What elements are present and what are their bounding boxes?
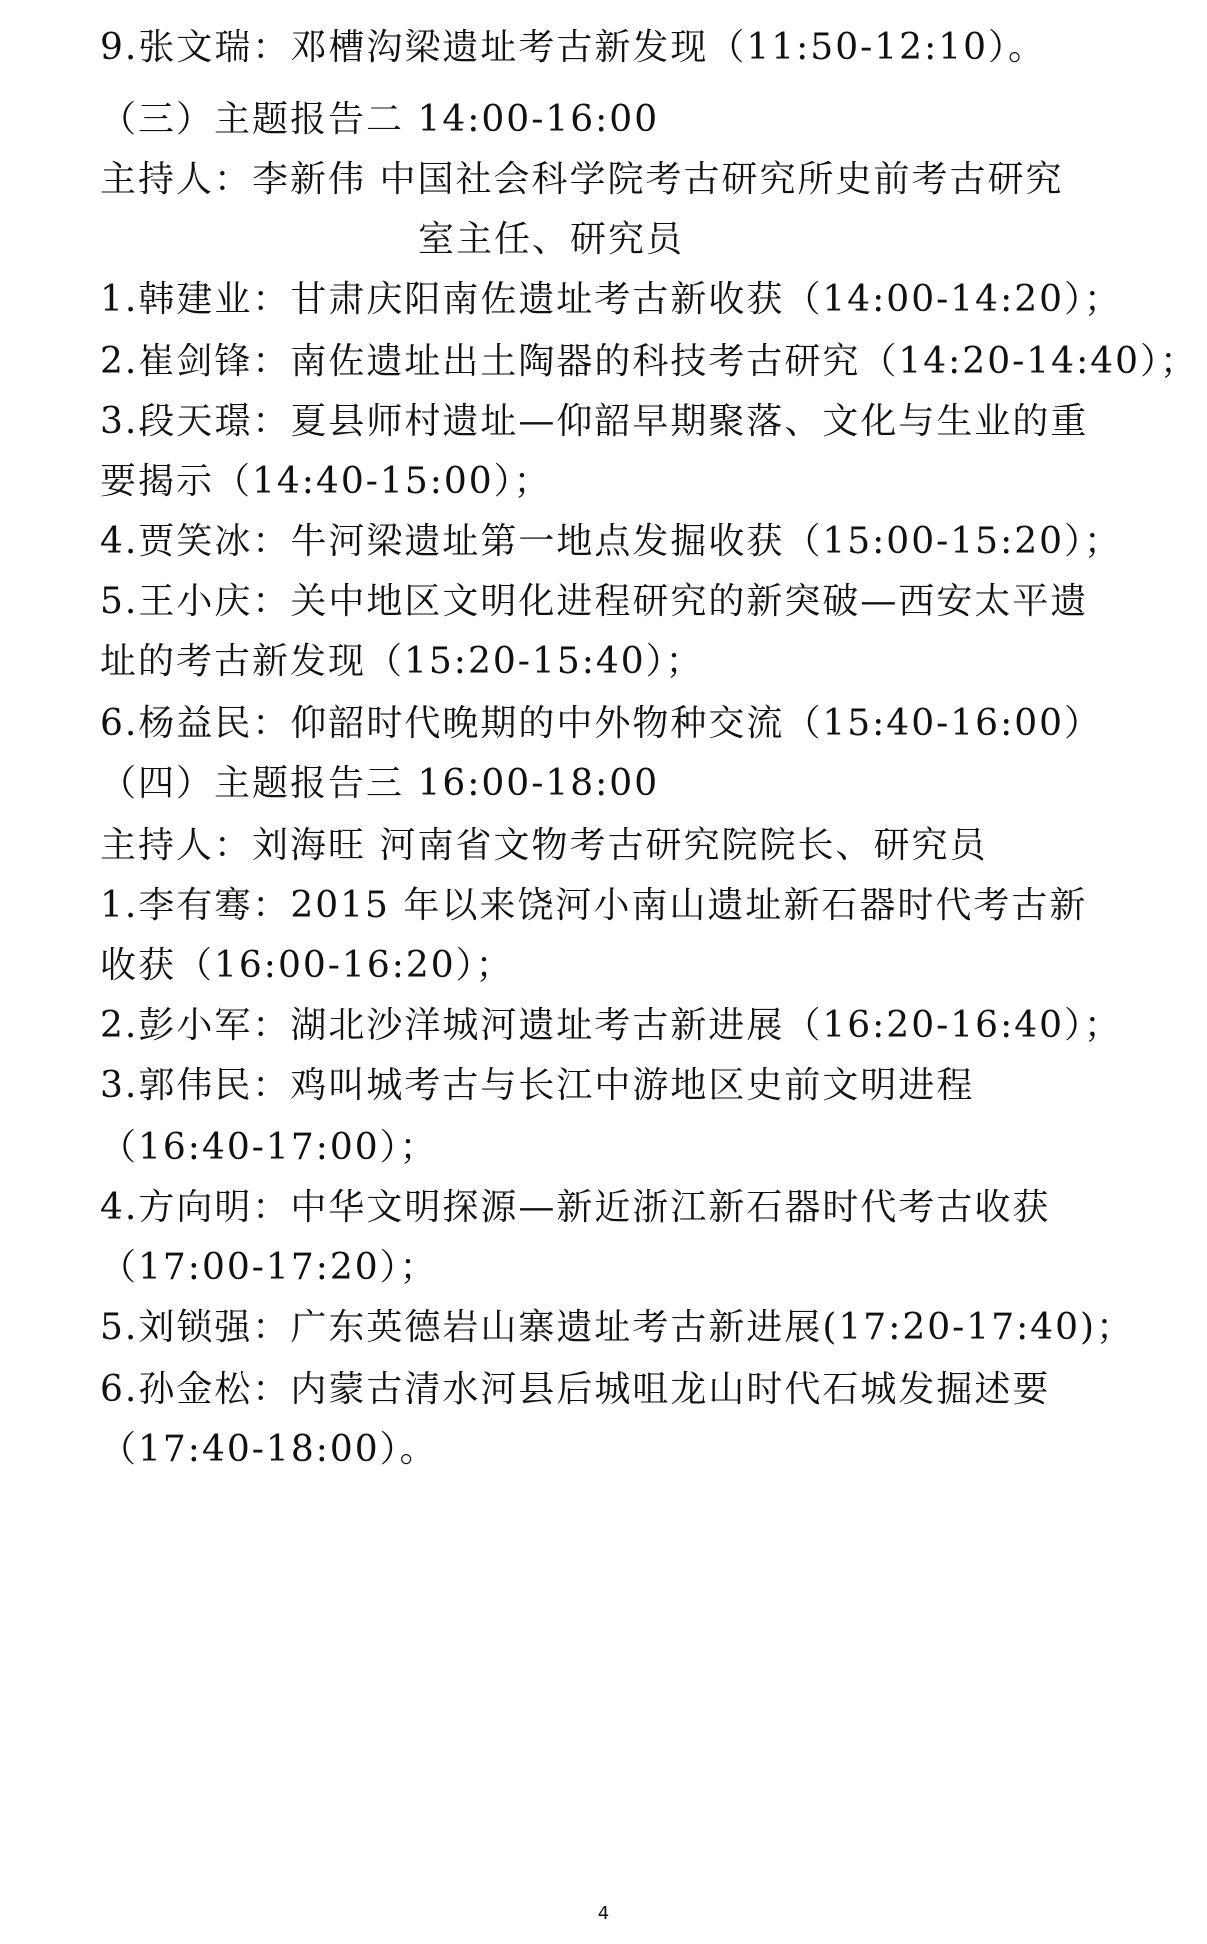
report-item-3b: 3.郭伟民：鸡叫城考古与长江中游地区史前文明进程	[100, 1065, 975, 1106]
report-item-3-cont: 要揭示（14:40-15:00）；	[100, 461, 552, 502]
report-item-5: 5.王小庆：关中地区文明化进程研究的新突破—西安太平遗	[100, 581, 1089, 622]
report-item-1b-cont: 收获（16:00-16:20）；	[100, 945, 514, 986]
report-item-3b-cont: （16:40-17:00）；	[100, 1127, 438, 1168]
report-item-5b: 5.刘锁强：广东英德岩山寨遗址考古新进展(17:20-17:40)；	[100, 1307, 1135, 1348]
report-item-2: 2.崔剑锋：南佐遗址出土陶器的科技考古研究（14:20-14:40）；	[100, 341, 1199, 382]
report-item-4b-cont: （17:00-17:20）；	[100, 1247, 438, 1288]
report-item-6b: 6.孙金松：内蒙古清水河县后城咀龙山时代石城发掘述要	[100, 1369, 1051, 1410]
report-item-1: 1.韩建业：甘肃庆阳南佐遗址考古新收获（14:00-14:20）；	[100, 279, 1123, 320]
report-item-3: 3.段天璟：夏县师村遗址—仰韶早期聚落、文化与生业的重	[100, 401, 1089, 442]
report-item-1b: 1.李有骞：2015 年以来饶河小南山遗址新石器时代考古新	[100, 885, 1088, 926]
page-number: 4	[597, 1903, 610, 1924]
report-item-5-cont: 址的考古新发现（15:20-15:40）；	[100, 641, 704, 682]
host-line-2: 主持人：刘海旺 河南省文物考古研究院院长、研究员	[100, 825, 988, 866]
report-item-6b-cont: （17:40-18:00）。	[100, 1429, 438, 1470]
host-title-continued: 室主任、研究员	[418, 219, 685, 260]
report-item-6: 6.杨益民：仰韶时代晚期的中外物种交流（15:40-16:00）	[100, 703, 1103, 744]
host-line: 主持人：李新伟 中国社会科学院考古研究所史前考古研究	[100, 159, 1064, 200]
session-heading-3: （三）主题报告二 14:00-16:00	[100, 99, 660, 140]
report-item-4: 4.贾笑冰：牛河梁遗址第一地点发掘收获（15:00-15:20）；	[100, 521, 1123, 562]
session-heading-4: （四）主题报告三 16:00-18:00	[100, 763, 660, 804]
report-item-9: 9.张文瑞：邓槽沟梁遗址考古新发现（11:50-12:10）。	[100, 27, 1047, 68]
report-item-4b: 4.方向明：中华文明探源—新近浙江新石器时代考古收获	[100, 1187, 1051, 1228]
report-item-2b: 2.彭小军：湖北沙洋城河遗址考古新进展（16:20-16:40）；	[100, 1005, 1123, 1046]
